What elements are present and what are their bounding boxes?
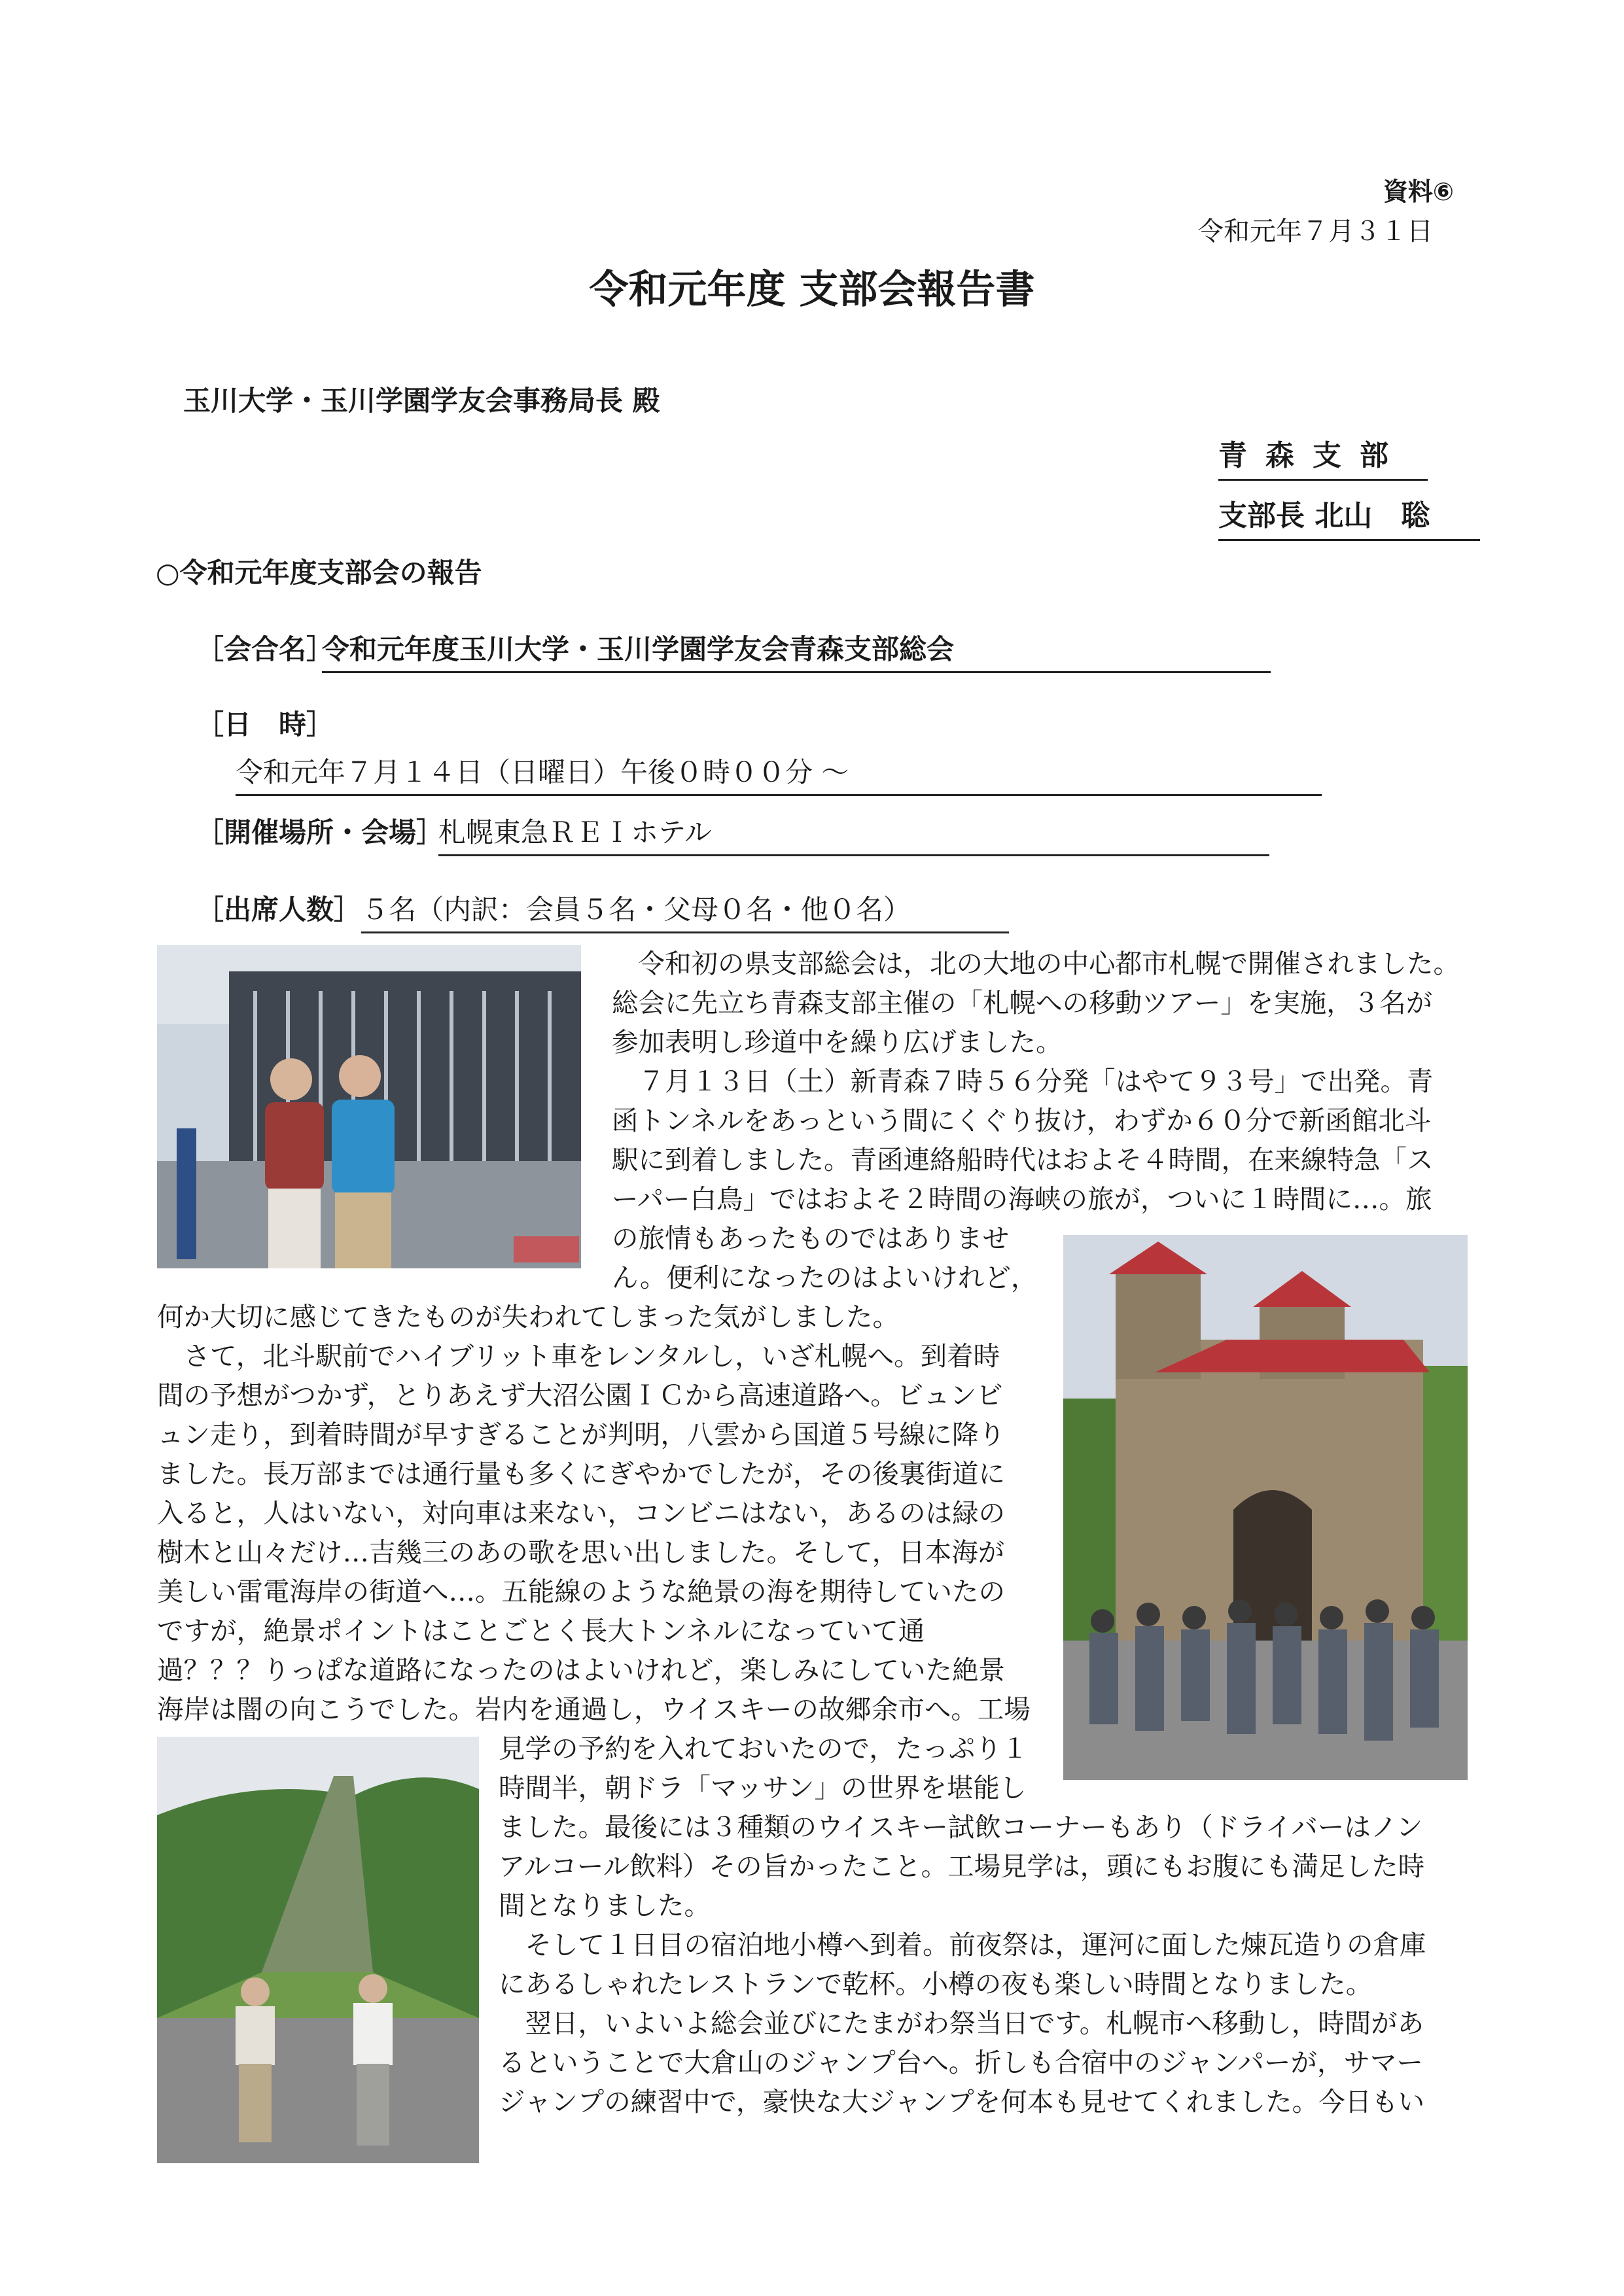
branch-chief: 支部長 北山 聡 <box>1218 492 1480 541</box>
text-line: 時間半，朝ドラ「マッサン」の世界を堪能し <box>499 1772 1027 1803</box>
text-line: 翌日，いよいよ総会並びにたまがわ祭当日です。札幌市へ移動し，時間があ <box>499 2008 1424 2039</box>
attendance-label: ［出席人数］ <box>196 894 362 926</box>
text-line: ました。最後には３種類のウイスキー試飲コーナーもあり（ドライバーはノン <box>499 1811 1423 1843</box>
page-title: 令和元年度 支部会報告書 <box>589 267 1035 313</box>
document-id: 資料⑥ <box>1383 177 1454 206</box>
venue-label: ［開催場所・会場］ <box>196 816 444 848</box>
text-line: 総会に先立ち青森支部主催の「札幌への移動ツアー」を実施，３名が <box>612 987 1433 1018</box>
text-line: ですが，絶景ポイントはことごとく長大トンネルになっていて通 <box>157 1615 925 1646</box>
text-line: 間となりました。 <box>499 1890 711 1921</box>
text-line: にあるしゃれたレストランで乾杯。小樽の夜も楽しい時間となりました。 <box>499 1968 1373 2000</box>
text-line: ました。長万部までは通行量も多くにぎやかでしたが，その後裏街道に <box>157 1458 1005 1489</box>
text-line: 何か大切に感じてきたものが失われてしまった気がしました。 <box>157 1301 899 1332</box>
text-line: 見学の予約を入れておいたので，たっぷり１ <box>499 1733 1029 1764</box>
text-line: 樹木と山々だけ…吉幾三のあの歌を思い出しました。そして，日本海が <box>157 1537 1005 1568</box>
text-line: さて，北斗駅前でハイブリット車をレンタルし，いざ札幌へ。到着時 <box>157 1340 1000 1372</box>
body-paragraph-2 <box>157 1297 1047 1729</box>
meeting-name-label: ［会合名］ <box>196 633 334 665</box>
text-line: ーパー白鳥」ではおよそ２時間の海峡の旅が，ついに１時間に…。旅 <box>612 1183 1432 1215</box>
datetime-value: 令和元年７月１４日（日曜日）午後０時００分 ～ <box>236 751 1322 796</box>
distillery-photo-image <box>1063 1235 1468 1780</box>
text-line: 海岸は闇の向こうでした。岩内を通過し，ウイスキーの故郷余市へ。工場 <box>157 1694 1031 1725</box>
text-line: るということで大倉山のジャンプ台へ。折しも合宿中のジャンパーが，サマー <box>499 2047 1424 2078</box>
text-line: の旅情もあったものではありませ <box>612 1223 1010 1254</box>
station-photo <box>157 945 581 1268</box>
body-paragraph-4 <box>499 1807 1467 2121</box>
branch-name: 青森支部 <box>1218 432 1428 481</box>
text-line: ん。便利になったのはよいけれど， <box>612 1262 1038 1293</box>
text-line: 間の予想がつかず，とりあえず大沼公園ＩＣから高速道路へ。ビュンビ <box>157 1380 1003 1411</box>
document-date: 令和元年７月３１日 <box>1197 217 1433 247</box>
text-line: 駅に到着しました。青函連絡船時代はおよそ４時間，在来線特急「ス <box>612 1144 1434 1175</box>
text-line: アルコール飲料）その旨かったこと。工場見学は，頭にもお腹にも満足した時 <box>499 1851 1425 1882</box>
text-line: 入ると，人はいない，対向車は来ない，コンビニはない，あるのは緑の <box>157 1497 1005 1529</box>
venue-value: 札幌東急ＲＥＩホテル <box>438 811 1269 856</box>
ski-jump-photo-image <box>157 1737 479 2163</box>
attendance-value: ５名（内訳：会員５名・父母０名・他０名） <box>361 888 1009 933</box>
text-line: そして１日目の宿泊地小樽へ到着。前夜祭は，運河に面した煉瓦造りの倉庫 <box>499 1929 1426 1960</box>
text-line: 過？？？りっぱな道路になったのはよいけれど，楽しみにしていた絶景 <box>157 1654 1005 1686</box>
addressee: 玉川大学・玉川学園学友会事務局長 殿 <box>183 385 660 417</box>
text-line: ７月１３日（土）新青森７時５６分発「はやて９３号」で出発。青 <box>612 1066 1434 1097</box>
text-line: 美しい雷電海岸の街道へ…。五能線のような絶景の海を期待していたの <box>157 1576 1005 1607</box>
distillery-photo <box>1063 1235 1468 1780</box>
text-line: 令和初の県支部総会は，北の大地の中心都市札幌で開催されました。 <box>612 948 1460 979</box>
station-photo-image <box>157 945 581 1268</box>
ski-jump-photo <box>157 1737 479 2163</box>
body-paragraph-3 <box>499 1729 1061 1807</box>
meeting-name-value: 令和元年度玉川大学・玉川学園学友会青森支部総会 <box>322 628 1271 673</box>
section-heading: ○令和元年度支部会の報告 <box>156 557 482 589</box>
text-line: ジャンプの練習中で，豪快な大ジャンプを何本も見せてくれました。今日もい <box>499 2086 1425 2117</box>
text-line: 函トンネルをあっという間にくぐり抜け，わずか６０分で新函館北斗 <box>612 1105 1432 1136</box>
datetime-label: ［日 時］ <box>196 708 334 740</box>
text-line: ュン走り，到着時間が早すぎることが判明，八雲から国道５号線に降り <box>157 1419 1005 1450</box>
text-line: 参加表明し珍道中を繰り広げました。 <box>612 1026 1063 1058</box>
